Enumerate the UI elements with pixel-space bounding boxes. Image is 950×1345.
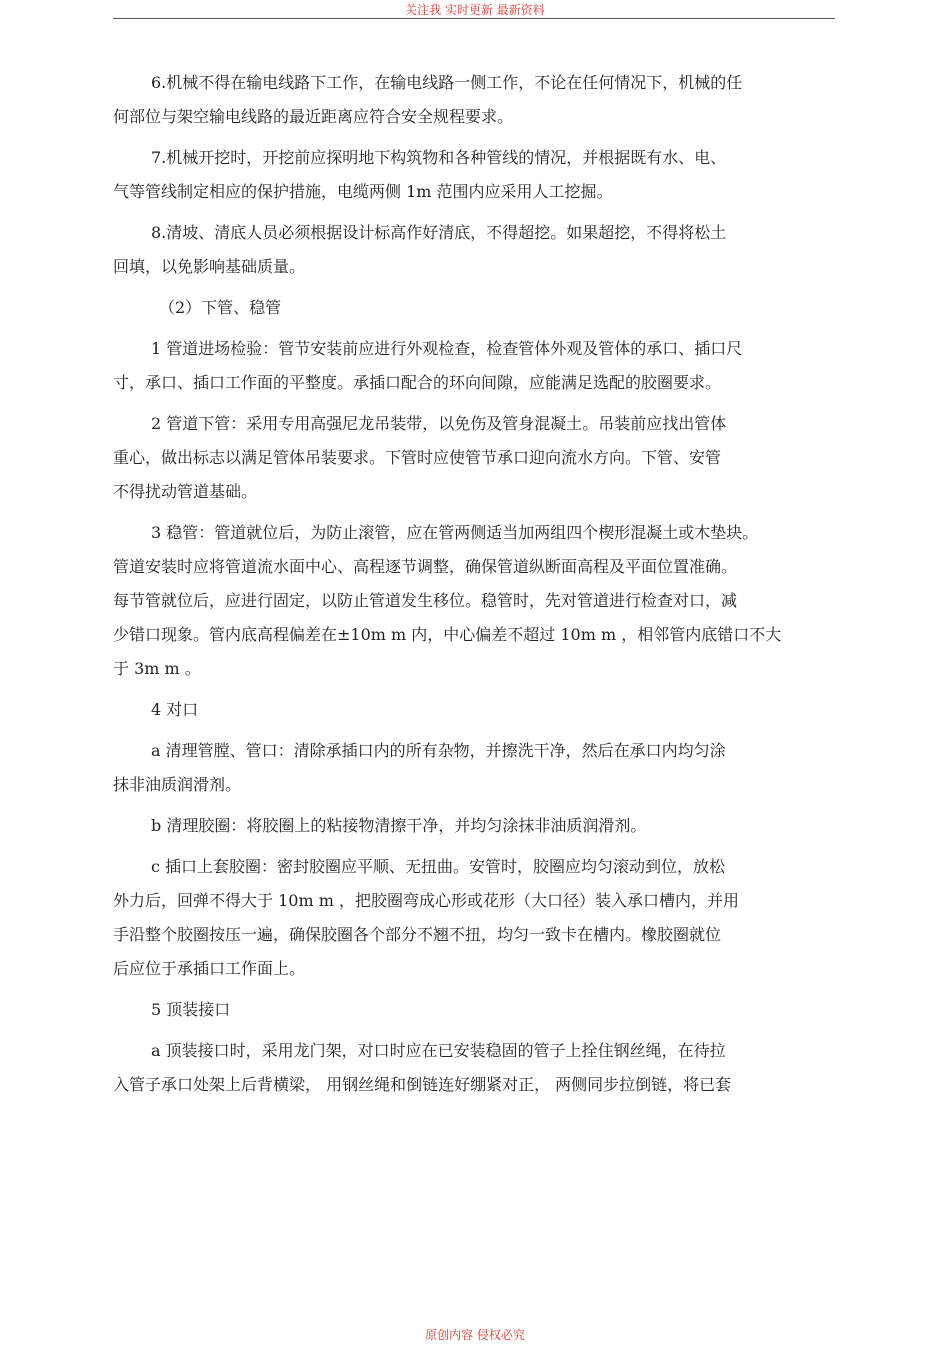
- paragraph-line: 8.清坡、清底人员必须根据设计标高作好清底，不得超挖。如果超挖，不得将松土: [151, 223, 727, 242]
- paragraph-line: 不得扰动管道基础。: [113, 482, 258, 501]
- paragraph-line: 1 管道进场检验：管节安装前应进行外观检查，检查管体外观及管体的承口、插口尺: [151, 339, 743, 358]
- section-heading: （2）下管、稳管: [159, 298, 282, 317]
- paragraph-line: c 插口上套胶圈：密封胶圈应平顺、无扭曲。安管时，胶圈应均匀滚动到位，放松: [151, 857, 726, 876]
- paragraph-line: 抹非油质润滑剂。: [113, 775, 242, 794]
- paragraph-item-2: [113, 407, 838, 509]
- paragraph-line: a 顶装接口时，采用龙门架，对口时应在已安装稳固的管子上拴住钢丝绳，在待拉: [151, 1041, 726, 1060]
- paragraph-line: 手沿整个胶圈按压一遍，确保胶圈各个部分不翘不扭，均匀一致卡在槽内。橡胶圈就位: [113, 925, 722, 944]
- paragraph-line: 寸，承口、插口工作面的平整度。承插口配合的环向间隙，应能满足选配的胶圈要求。: [113, 373, 722, 392]
- paragraph-line: 气等管线制定相应的保护措施，电缆两侧 1m 范围内应采用人工挖掘。: [113, 182, 613, 201]
- paragraph-line: 何部位与架空输电线路的最近距离应符合安全规程要求。: [113, 107, 514, 126]
- paragraph-line: 回填，以免影响基础质量。: [113, 257, 306, 276]
- paragraph-line: 于 3m m 。: [113, 659, 201, 678]
- paragraph-line: 管道安装时应将管道流水面中心、高程逐节调整，确保管道纵断面高程及平面位置准确。: [113, 557, 738, 576]
- document-body: [113, 66, 838, 1109]
- paragraph-7: [113, 141, 838, 209]
- subheading-5: [113, 993, 838, 1027]
- section-heading-2: [113, 291, 838, 325]
- paragraph-line: 每节管就位后，应进行固定，以防止管道发生移位。稳管时，先对管道进行检查对口，减: [113, 591, 738, 610]
- paragraph-line: 2 管道下管：采用专用高强尼龙吊装带，以免伤及管身混凝土。吊装前应找出管体: [151, 414, 727, 433]
- paragraph-item-c: [113, 850, 838, 986]
- page-footer: 原创内容 侵权必究: [425, 1328, 525, 1342]
- paragraph-8: [113, 216, 838, 284]
- paragraph-line: 后应位于承插口工作面上。: [113, 959, 306, 978]
- paragraph-line: 6.机械不得在输电线路下工作，在输电线路一侧工作，不论在任何情况下，机械的任: [151, 73, 743, 92]
- paragraph-line: 3 稳管：管道就位后，为防止滚管，应在管两侧适当加两组四个楔形混凝土或木垫块。: [151, 523, 759, 542]
- paragraph-line: 入管子承口处架上后背横梁， 用钢丝绳和倒链连好绷紧对正， 两侧同步拉倒链，将已套: [113, 1075, 732, 1094]
- paragraph-line: a 清理管膛、管口：清除承插口内的所有杂物，并擦洗干净，然后在承口内均匀涂: [151, 741, 726, 760]
- section-heading: 4 对口: [151, 700, 199, 719]
- paragraph-item-1: [113, 332, 838, 400]
- paragraph-line: 重心，做出标志以满足管体吊装要求。下管时应使管节承口迎向流水方向。下管、安管: [113, 448, 722, 467]
- paragraph-line: 少错口现象。管内底高程偏差在±10m m 内，中心偏差不超过 10m m ，相邻管内底错口不大: [113, 625, 782, 644]
- subheading-4: [113, 693, 838, 727]
- paragraph-line: b 清理胶圈：将胶圈上的粘接物清擦干净，并均匀涂抹非油质润滑剂。: [151, 816, 647, 835]
- paragraph-item-b: [113, 809, 838, 843]
- header-notice: 关注我 实时更新 最新资料: [405, 3, 545, 17]
- paragraph-6: [113, 66, 838, 134]
- paragraph-line: 外力后，回弹不得大于 10m m ，把胶圈弯成心形或花形（大口径）装入承口槽内，并用: [113, 891, 739, 910]
- paragraph-line: 7.机械开挖时，开挖前应探明地下构筑物和各种管线的情况，并根据既有水、电、: [151, 148, 727, 167]
- paragraph-item-5a: [113, 1034, 838, 1102]
- section-heading: 5 顶装接口: [151, 1000, 231, 1019]
- paragraph-item-a: [113, 734, 838, 802]
- header-divider: [113, 18, 835, 19]
- page-header: [0, 0, 950, 20]
- paragraph-item-3: [113, 516, 838, 686]
